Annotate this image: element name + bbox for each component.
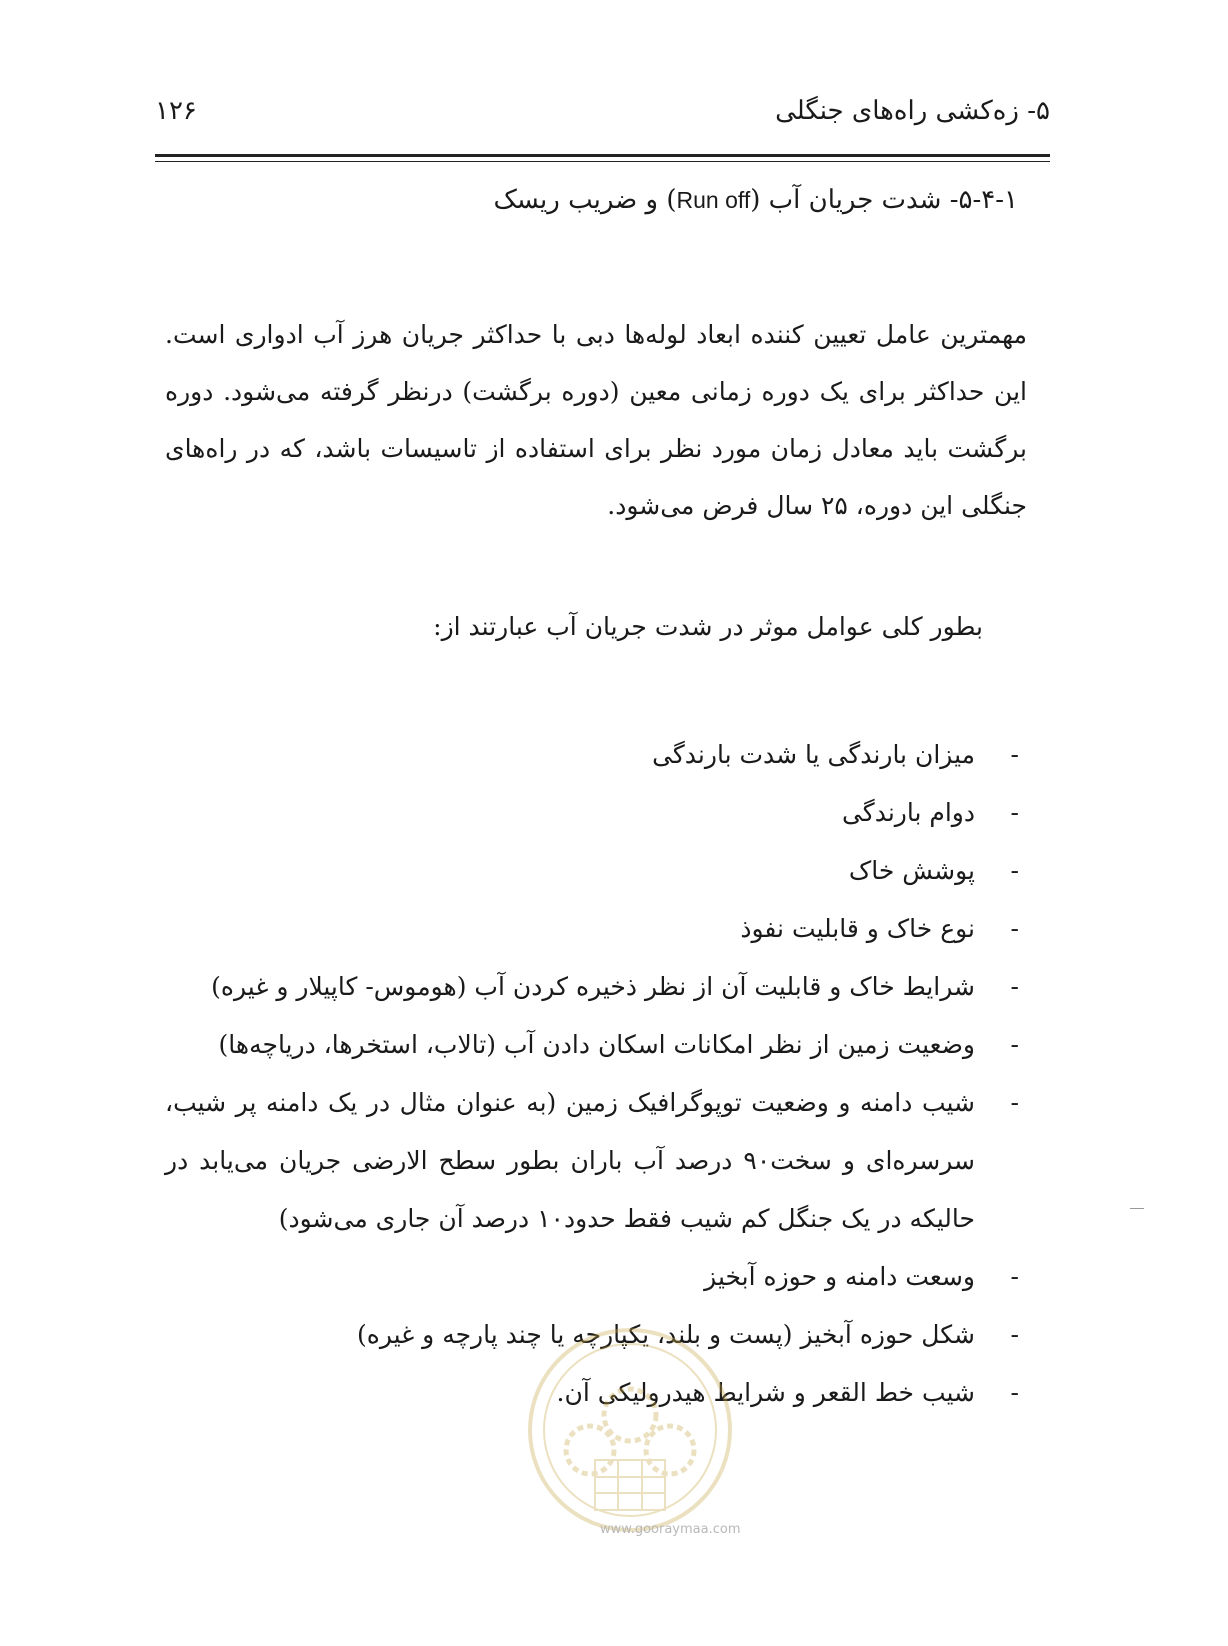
list-item-text: شیب دامنه و وضعیت توپوگرافیک زمین (به عنوان مثال در یک دامنه پر شیب، سرسره‌ای و سخت۹۰ درصد آب باران بطور سطح الارضی جریان می‌یابد در حالیکه در یک جنگل کم شیب فقط حدود۱۰ درصد آن جاری می‌شود) <box>165 1088 975 1233</box>
list-item <box>165 900 1027 958</box>
list-dash: - <box>1010 1030 1019 1059</box>
factors-intro: بطور کلی عوامل موثر در شدت جریان آب عبارتند از: <box>433 612 983 641</box>
list-item-text: وضعیت زمین از نظر امکانات اسکان دادن آب (تالاب، استخرها، دریاچه‌ها) <box>218 1030 975 1059</box>
section-heading <box>218 185 1018 215</box>
list-item-text: شرایط خاک و قابلیت آن از نظر ذخیره کردن آب (هوموس- کاپیلار و غیره) <box>211 972 975 1001</box>
section-heading-latin: Run off <box>676 187 751 213</box>
list-dash: - <box>1010 1320 1019 1349</box>
watermark-seal-icon <box>520 1320 740 1540</box>
list-dash: - <box>1010 914 1019 943</box>
list-item <box>165 726 1027 784</box>
factors-list <box>165 726 1027 1422</box>
list-dash: - <box>1010 740 1019 769</box>
list-item <box>165 784 1027 842</box>
list-item-text: میزان بارندگی یا شدت بارندگی <box>652 740 975 769</box>
list-item-text: شکل حوزه آبخیز (پست و بلند، یکپارچه یا چند پارچه و غیره) <box>356 1320 975 1349</box>
list-item-text: وسعت دامنه و حوزه آبخیز <box>704 1262 975 1291</box>
watermark-text: www.gooraymaa.com <box>600 1522 741 1537</box>
header-rule-thin <box>155 161 1050 162</box>
list-item-text: شیب خط القعر و شرایط هیدرولیکی آن. <box>556 1378 975 1407</box>
list-dash: - <box>1010 1088 1019 1117</box>
scan-mark <box>1130 1208 1144 1209</box>
running-header <box>155 88 1050 134</box>
list-item <box>165 958 1027 1016</box>
list-item <box>165 1016 1027 1074</box>
list-item-text: دوام بارندگی <box>841 798 975 827</box>
list-item <box>165 1248 1027 1306</box>
list-dash: - <box>1010 856 1019 885</box>
list-dash: - <box>1010 798 1019 827</box>
list-item-text: نوع خاک و قابلیت نفوذ <box>740 914 975 943</box>
section-heading-suffix: ) و ضریب ریسک <box>493 185 677 215</box>
list-item <box>165 1074 1027 1248</box>
list-dash: - <box>1010 972 1019 1001</box>
list-dash: - <box>1010 1378 1019 1407</box>
list-item <box>165 842 1027 900</box>
section-heading-prefix: ۵-۴-۱- شدت جریان آب ( <box>750 185 1018 215</box>
body-paragraph: مهمترین عامل تعیین کننده ابعاد لوله‌ها دبی با حداکثر جریان هرز آب ادواری است. این حداکثر برای یک دوره زمانی معین (دوره برگشت) درنظر گرفته می‌شود. دوره برگشت باید معادل زمان مورد نظر برای استفاده از تاسیسات باشد، که در راه‌های جنگلی این دوره، ۲۵ سال فرض می‌شود. <box>165 320 1027 520</box>
header-rule-thick <box>155 154 1050 157</box>
page-number: ۱۲۶ <box>155 96 197 126</box>
list-item-text: پوشش خاک <box>848 856 975 885</box>
list-dash: - <box>1010 1262 1019 1291</box>
chapter-title: ۵- زه‌کشی راه‌های جنگلی <box>775 96 1050 126</box>
